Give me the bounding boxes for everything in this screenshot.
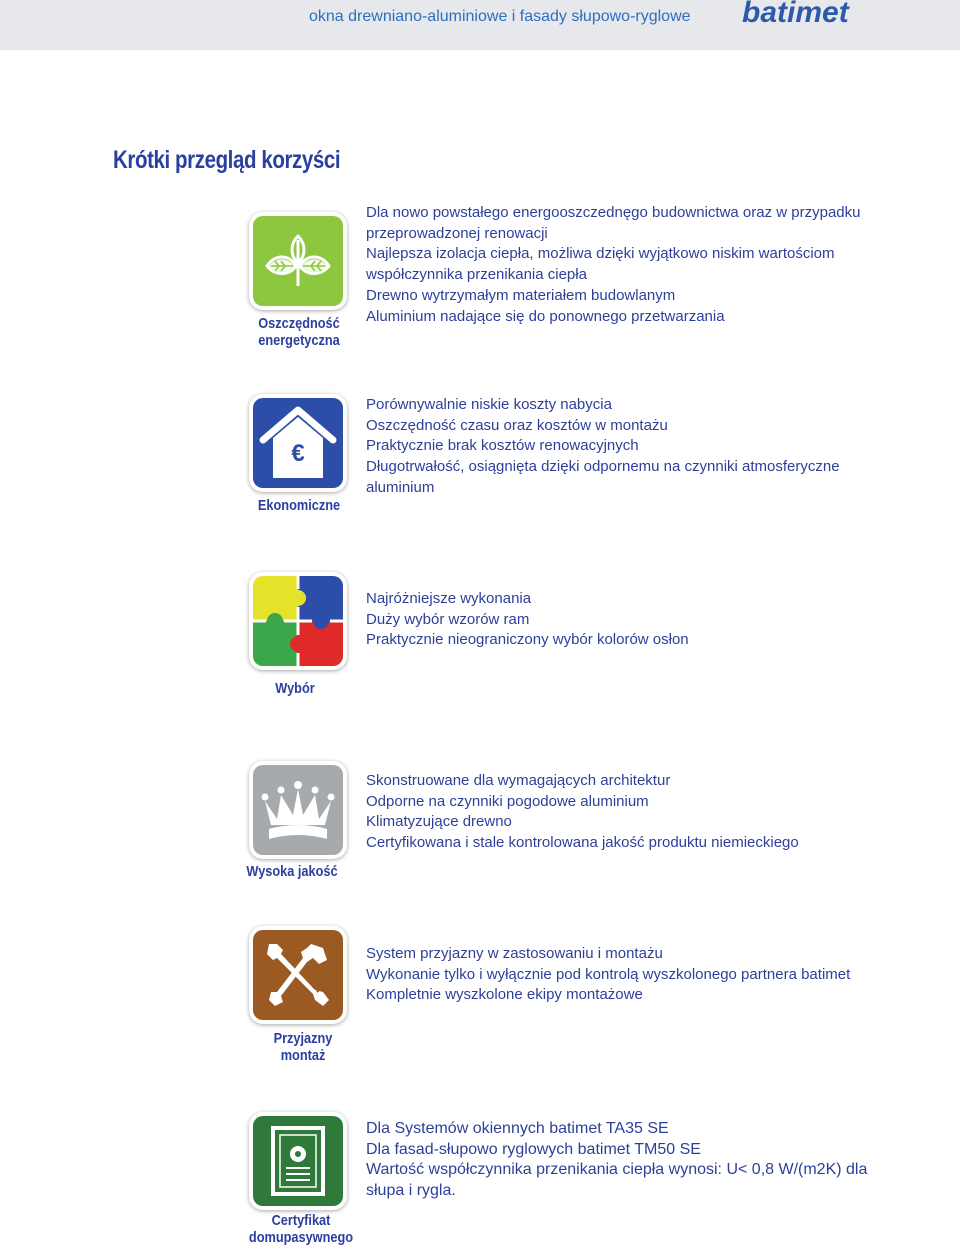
list-item: Duży wybór wzorów ram [366,610,530,628]
tools-icon [253,930,343,1020]
list-item: Wartość współczynnika przenikania ciepła wynosi: U< 0,8 W/(m2K) dla [366,1161,868,1179]
header-tagline: okna drewniano-aluminiowe i fasady słupowo-ryglowe [309,8,691,25]
list-item: słupa i rygla. [366,1182,456,1200]
caption-friendly-installation [239,1030,367,1064]
list-item: Oszczędność czasu oraz kosztów w montażu [366,416,668,434]
caption-line: montaż [280,1047,326,1064]
caption-line: Ekonomiczne [257,497,341,514]
list-item: System przyjazny w zastosowaniu i montażu [366,945,663,962]
caption-passive-house-certificate [225,1212,378,1246]
caption-line: energetyczna [258,332,340,349]
caption-economic [235,497,363,514]
list-item: Dla nowo powstałego energooszczednęgo budownictwa oraz w przypadku [366,204,861,221]
benefit-list-energy-saving [366,203,860,327]
list-item: Kompletnie wyszkolone ekipy montażowe [366,986,643,1004]
caption-line: Oszczędność [258,315,340,332]
euro-house-icon [253,398,343,488]
caption-high-quality [228,863,356,880]
caption-line: Wysoka jakość [246,863,338,880]
list-item: Drewno wytrzymałym materiałem budowlanym [366,286,676,304]
benefit-list-passive-house-certificate [366,1119,867,1202]
list-item: Najlepsza izolacja ciepła, możliwa dzięki wyjątkowo niskim wartościom [366,245,835,263]
puzzle-icon [253,576,343,666]
benefit-list-economic [366,395,840,499]
list-item: Najróżniejsze wykonania [366,590,532,607]
leaves-icon [253,216,343,306]
list-item: aluminium [366,478,435,496]
benefit-list-choice [366,589,689,651]
caption-line: Certyfikat [271,1212,331,1229]
page-header [0,0,960,50]
list-item: Praktycznie nieograniczony wybór kolorów osłon [366,631,689,649]
list-item: Długotrwałość, osiągnięta dzięki odpornemu na czynniki atmosferyczne [366,458,840,476]
list-item: Dla fasad-słupowo ryglowych batimet TM50 SE [366,1140,701,1158]
list-item: przeprowadzonej renowacji [366,224,548,242]
list-item: Praktycznie brak kosztów renowacyjnych [366,437,639,455]
list-item: współczynnika przenikania ciepła [366,266,587,284]
list-item: Wykonanie tylko i wyłącznie pod kontrolą wyszkolonego partnera batimet [366,965,851,983]
caption-line: domupasywnego [248,1229,354,1246]
list-item: Skonstruowane dla wymagających architektur [366,772,671,789]
list-item: Odporne na czynniki pogodowe aluminium [366,792,649,810]
list-item: Porównywalnie niskie koszty nabycia [366,396,612,413]
list-item: Aluminium nadające się do ponownego przetwarzania [366,307,725,325]
batimet-logo: batimet [742,0,849,29]
benefit-list-high-quality [366,771,799,854]
list-item: Klimatyzujące drewno [366,813,512,831]
caption-energy-saving [235,315,363,349]
euro-symbol: € [291,440,305,467]
list-item: Dla Systemów okiennych batimet TA35 SE [366,1120,669,1137]
caption-choice [231,680,359,697]
benefit-list-friendly-installation [366,944,850,1006]
list-item: Certyfikowana i stale kontrolowana jakość produktu niemieckiego [366,834,799,852]
crown-icon [253,765,343,855]
caption-line: Przyjazny [273,1030,333,1047]
caption-line: Wybór [275,680,315,697]
page-title: Krótki przegląd korzyści [113,146,341,174]
certificate-icon [253,1116,343,1206]
